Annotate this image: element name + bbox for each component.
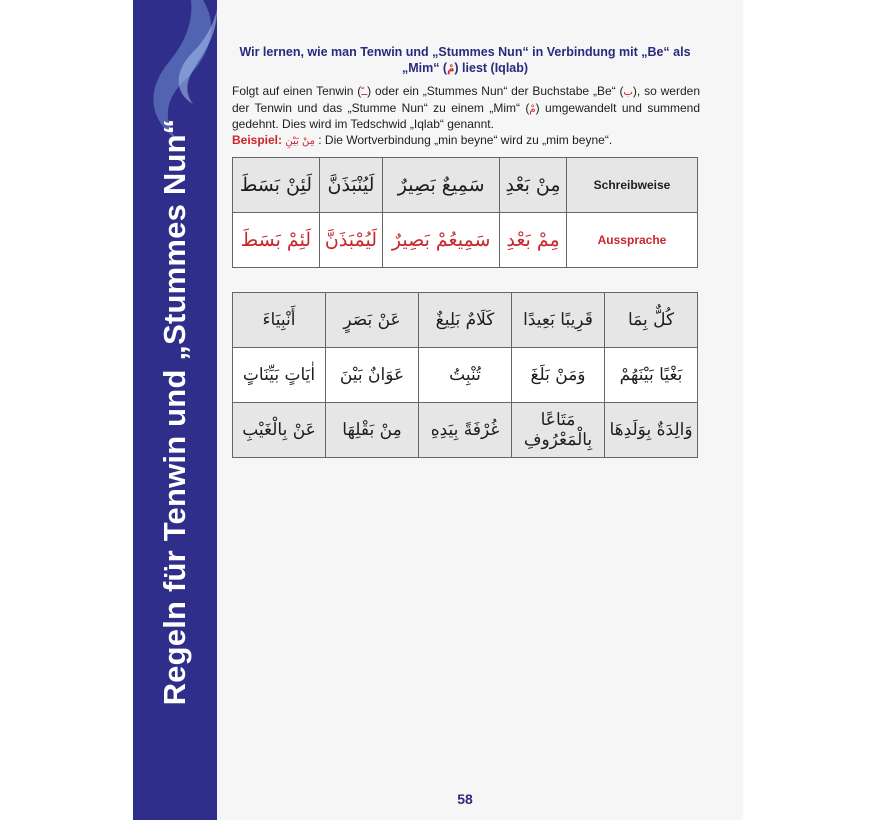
table-cell: عَنْ بِالْغَيْبِ	[233, 403, 326, 458]
table-cell: كَلَامٌ بَلِيغٌ	[419, 293, 512, 348]
table-cell: عَوَانٌ بَيْنَ	[326, 348, 419, 403]
tenwin-symbol: ــً	[361, 87, 368, 98]
body-text-a: Folgt auf einen Tenwin (	[232, 84, 362, 98]
body-text-c: ), so werden der Tenwin und das „Stumme Nun“ zu einem „Mim“ (	[232, 84, 700, 115]
table-cell: كُلٌّ بِمَا	[605, 293, 698, 348]
table-cell: وَالِدَةٌ بِوَلَدِهَا	[605, 403, 698, 458]
explanation-paragraph	[232, 84, 700, 149]
table-cell: لَئِنْ بَسَطَ	[233, 158, 320, 213]
exercise-table	[232, 292, 698, 458]
header-line-2-start: „Mim“ (	[401, 61, 448, 75]
sidebar-title: Regeln für Tenwin und „Stummes Nun“	[157, 118, 192, 706]
be-letter: ب	[623, 87, 633, 98]
table-cell: تُنْبِتُ	[419, 348, 512, 403]
table-cell: سَمِيعُمْ بَصِيرٌ	[383, 213, 500, 268]
table-cell: لَئِمْ بَسَطَ	[233, 213, 320, 268]
header-line-1: Wir lernen, wie man Tenwin und „Stummes Nun“ in Verbindung mit „Be“ als	[239, 45, 691, 59]
table-row	[233, 293, 698, 348]
page-number: 58	[457, 791, 473, 807]
body-text-d: ) umgewandelt und summend gedehnt. Dies wird im Tedschwid „Iqlab“ genannt.	[232, 100, 701, 131]
sidebar-band	[133, 0, 217, 820]
table-cell: مِمْ بَعْدِ	[500, 213, 567, 268]
example-text: : Die Wortverbindung „min beyne“ wird zu „mim beyne“.	[318, 132, 613, 147]
table-cell: عَنْ بَصَرٍ	[326, 293, 419, 348]
example-arabic: مِنْ بَيْنِ	[285, 135, 315, 147]
table-cell: مَتَاعًا بِالْمَعْرُوفِ	[512, 403, 605, 458]
table-row-writing	[233, 158, 698, 213]
table-cell: وَمَنْ بَلَغَ	[512, 348, 605, 403]
table-cell: بَغْيًا بَيْنَهُمْ	[605, 348, 698, 403]
table-row	[233, 403, 698, 458]
section-header	[232, 44, 698, 78]
table-cell: أَنْبِيَاءَ	[233, 293, 326, 348]
pronunciation-table	[232, 157, 698, 268]
header-line-2	[232, 60, 698, 78]
header-line-2-end: ) liest (Iqlab)	[454, 61, 529, 75]
table-cell: اٰيَاتٍ بَيِّنَاتٍ	[233, 348, 326, 403]
mim-symbol: مْ	[529, 103, 536, 115]
table-cell: مِنْ بَعْدِ	[500, 158, 567, 213]
body-text-b: ) oder ein „Stummes Nun“ der Buchstabe „Be“ (	[367, 84, 624, 98]
row-label-aussprache: Aussprache	[567, 213, 698, 268]
table-row-pronunciation	[233, 213, 698, 268]
row-label-schreibweise: Schreibweise	[567, 158, 698, 213]
table-cell: سَمِيعٌ بَصِيرٌ	[383, 158, 500, 213]
table-cell: لَيُنْبَذَنَّ	[319, 158, 383, 213]
table-cell: مِنْ بَقْلِهَا	[326, 403, 419, 458]
example-label: Beispiel:	[232, 132, 283, 147]
table-row	[233, 348, 698, 403]
table-cell: غُرْفَةً بِيَدِهِ	[419, 403, 512, 458]
header-arabic-mim: مْ	[447, 64, 455, 75]
table-cell: قَرِيبًا بَعِيدًا	[512, 293, 605, 348]
table-cell: لَيُمْبَذَنَّ	[319, 213, 383, 268]
